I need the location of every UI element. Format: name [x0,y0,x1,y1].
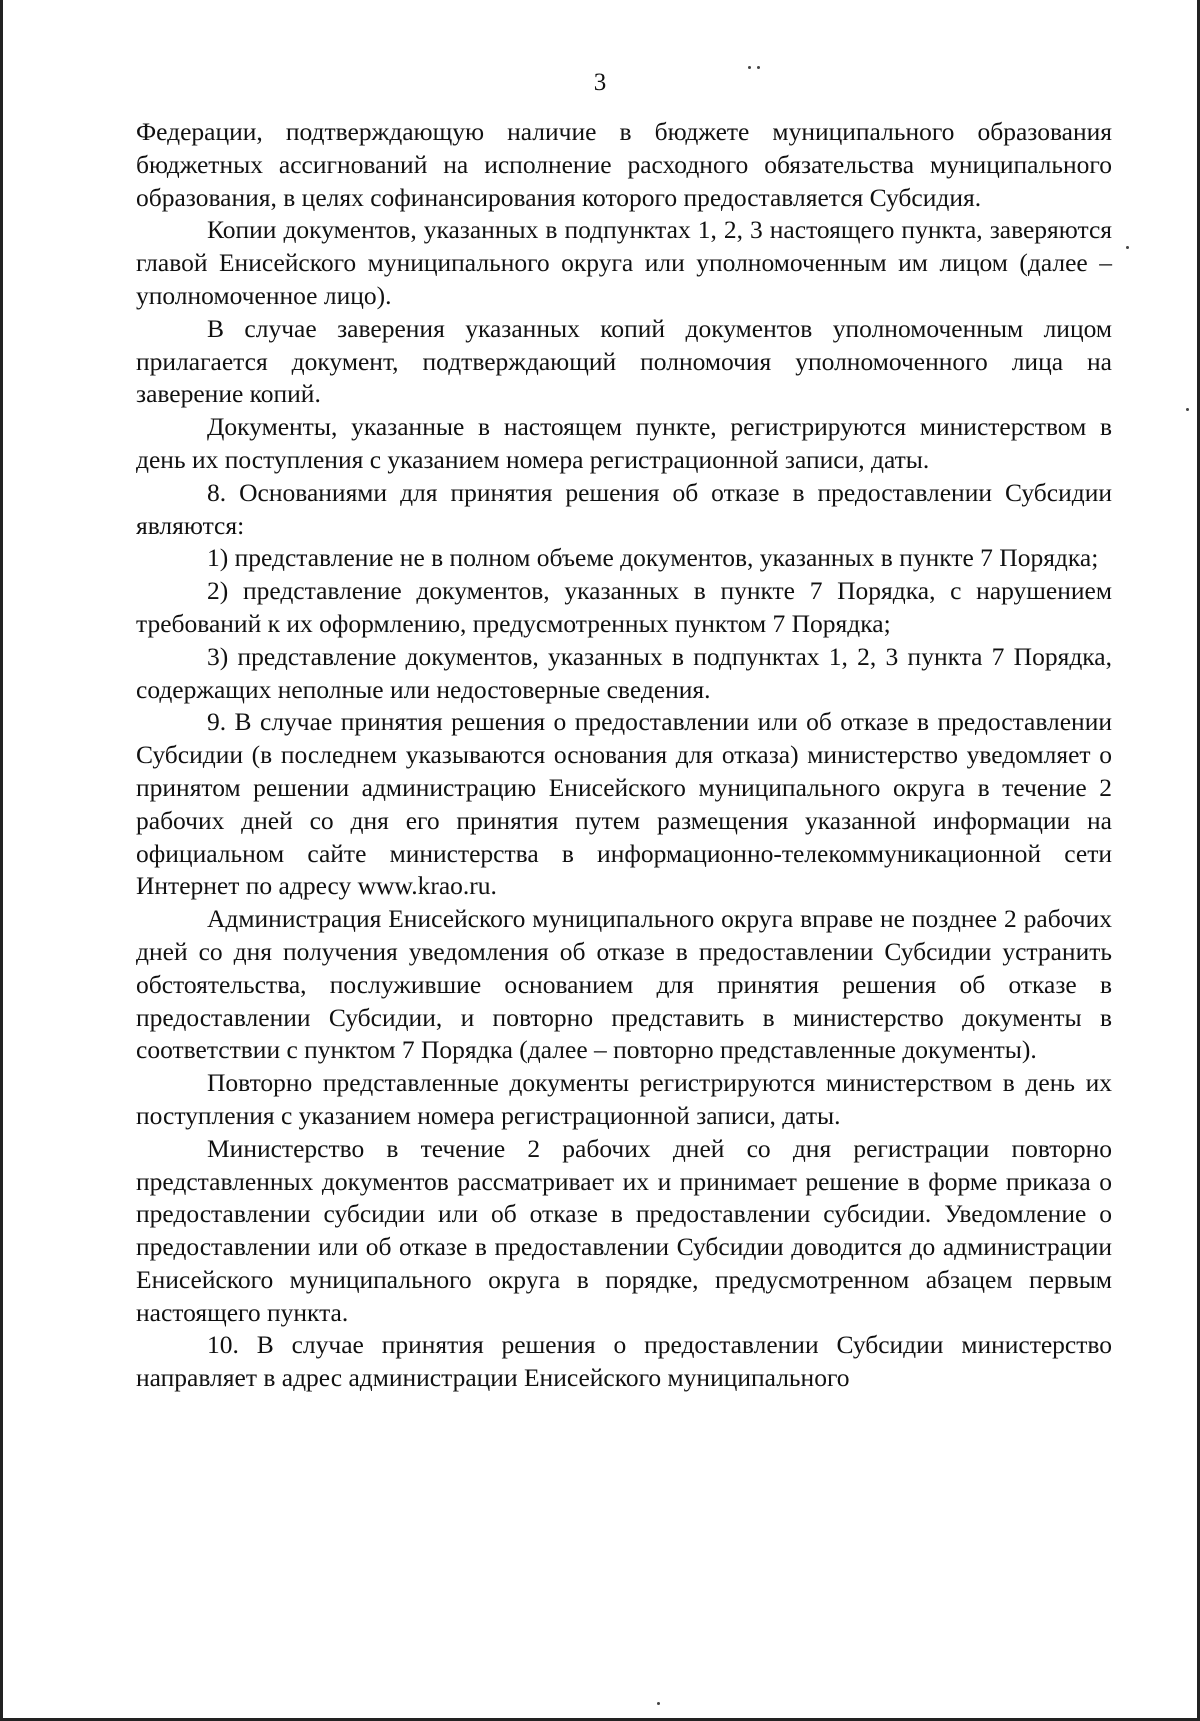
scan-speck [657,1702,660,1705]
scan-speck [1126,246,1129,249]
document-body [136,116,1112,1395]
scan-speck [1186,408,1189,411]
paragraph-ministry-decision: Министерство в течение 2 рабочих дней со дня регистрации повторно представленных документов рассматривает их и принимает решение в форме приказа о предоставлении субсидии или об отказе в предоставлении субсидии. Уведомление о предоставлении или об отказе в предоставлении Субсидии доводится до администрации Енисейского муниципального округа в порядке, предусмотренном абзацем первым настоящего пункта. [136,1133,1112,1327]
paragraph-continuation: Федерации, подтверждающую наличие в бюджете муниципального образования бюджетных ассигнований на исполнение расходного обязательства муниципального образования, в целях софинансирования которого предоставляется Субсидия. [136,117,1112,212]
page-border-left [0,0,3,1721]
page-number: 3 [593,69,607,96]
paragraph-resubmission-registration: Повторно представленные документы регистрируются министерством в день их поступления с указанием номера регистрационной записи, даты. [136,1068,1112,1130]
clause-10: 10. В случае принятия решения о предоставлении Субсидии министерство направляет в адрес администрации Енисейского муниципального [136,1330,1112,1393]
paragraph-authority-document: В случае заверения указанных копий документов уполномоченным лицом прилагается документ, подтверждающий полномочия уполномоченного лица на заверение копий. [136,313,1112,409]
clause-8-item-3: 3) представление документов, указанных в подпунктах 1, 2, 3 пункта 7 Порядка, содержащих неполные или недостоверные сведения. [136,641,1112,704]
clause-8-heading: 8. Основаниями для принятия решения об отказе в предоставлении Субсидии являются: [136,477,1112,540]
clause-8-item-1: 1) представление не в полном объеме документов, указанных в пункте 7 Порядка; [207,543,1099,573]
paragraph-registration: Документы, указанные в настоящем пункте, регистрируются министерством в день их поступления с указанием номера регистрационной записи, даты. [136,412,1112,474]
paragraph-copies-certification: Копии документов, указанных в подпунктах 1, 2, 3 настоящего пункта, заверяются главой Енисейского муниципального округа или уполномоченным им лицом (далее – уполномоченное лицо). [136,215,1112,310]
clause-8-item-2: 2) представление документов, указанных в пункте 7 Порядка, с нарушением требований к их оформлению, предусмотренных пунктом 7 Порядка; [136,576,1112,638]
clause-9: 9. В случае принятия решения о предоставлении или об отказе в предоставлении Субсидии (в последнем указываются основания для отказа) министерство уведомляет о принятом решении администрацию Енисейского муниципального округа в течение 2 рабочих дней со дня его принятия путем размещения указанной информации на официальном сайте министерства в информационно-телекоммуникационной сети Интернет по адресу www.krao.ru. [136,707,1112,901]
paragraph-administration-rights: Администрация Енисейского муниципального округа вправе не позднее 2 рабочих дней со дня получения уведомления об отказе в предоставлении Субсидии устранить обстоятельства, послужившие основанием для принятия решения об отказе в предоставлении Субсидии, и повторно представить в министерство документы в соответствии с пунктом 7 Порядка (далее – повторно представленные документы). [136,904,1112,1065]
